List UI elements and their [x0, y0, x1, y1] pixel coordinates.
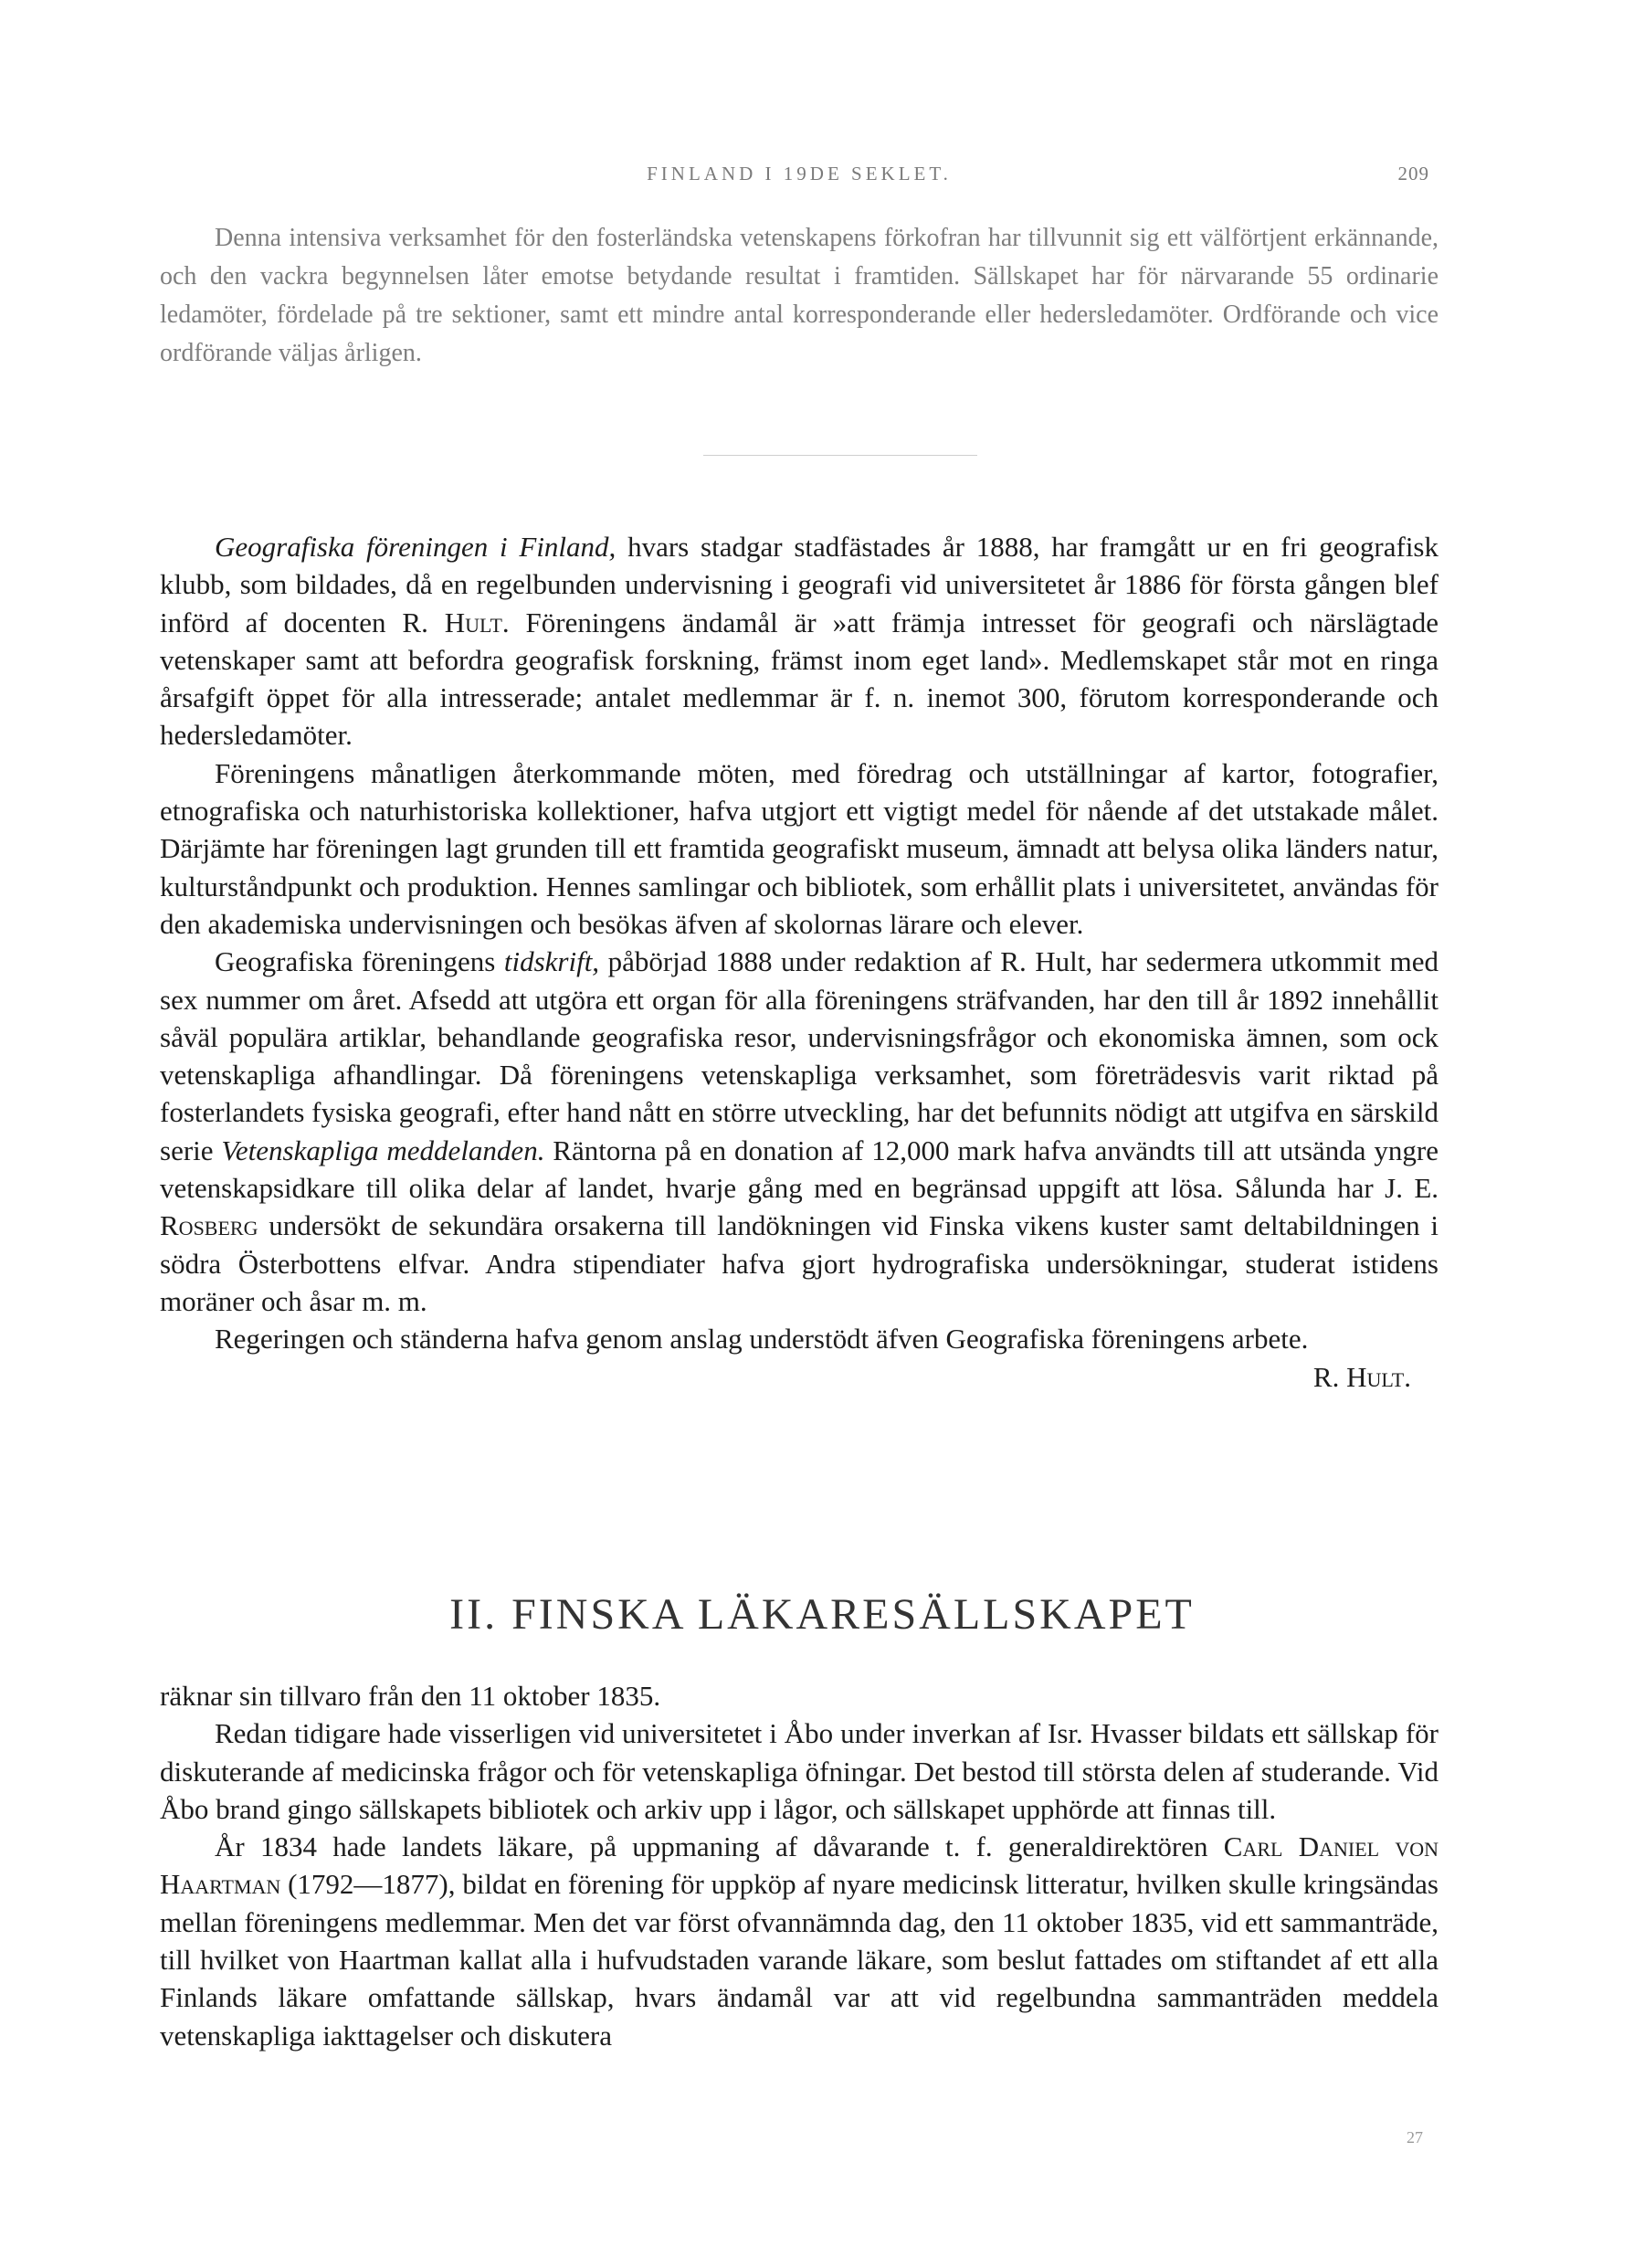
paragraph-text: År 1834 hade landets läkare, på uppmaning af dåvarande t. f. generaldirektören: [215, 1830, 1224, 1863]
person-name: Rosberg: [160, 1209, 258, 1242]
person-name: Carl Daniel von Haartman: [160, 1830, 1438, 1901]
section-divider: [703, 455, 977, 456]
paragraph-text: påbörjad 1888 under redaktion af R. Hult, har sedermera utkommit med sex nummer om året. Afsedd att utgöra ett organ för alla föreningens sträfvanden, har den till år 1892 innehållit såväl populära artiklar, behandlande geografiska resor, undervisningsfrågor och ekonomiska ämnen, som ock vetenskapliga afhandlingar. Då föreningens vetenskapliga verksamhet, som företrädesvis varit riktad på fosterlandets fysiska geografi, efter hand nått en större utveckling, har det befunnits nödigt att utgifva en särskild serie: [160, 945, 1438, 1166]
section-geografiska-foreningen: [160, 528, 1438, 1396]
paragraph: Redan tidigare hade visserligen vid universitetet i Åbo under inverkan af Isr. Hvasser bildats ett sällskap för diskuterande af medicinska frågor och för vetenskapliga öfningar. Det bestod till största delen af studerande. Vid Åbo brand gingo sällskapets bibliotek och arkiv upp i lågor, och sällskapet upphörde att finnas till.: [160, 1717, 1438, 1825]
publication-title: Vetenskapliga meddelanden.: [221, 1134, 545, 1166]
signature-name: Hult.: [1346, 1360, 1411, 1393]
paragraph: [160, 528, 1438, 754]
paragraph-text: Föreningens ändamål är »att främja intresset för geografi och närslägtade vetenskaper samt att befordra geografisk forskning, främst inom eget land». Medlemskapet står mot en ringa årsafgift öppet för alla intresserade; antalet medlemmar är f. n. inemot 300, förutom korresponderande och hedersledamöter.: [160, 606, 1438, 752]
author-signature: [160, 1358, 1438, 1396]
printer-signature-mark: 27: [1407, 2128, 1423, 2147]
signature-initial: R.: [1312, 1360, 1347, 1393]
section-finska-lakaresallskapet: [160, 1677, 1438, 2054]
paragraph: Föreningens månatligen återkommande möten, med föredrag och utställningar af kartor, fotografier, etnografiska och naturhistoriska kollektioner, hafva utgjort ett vigtigt medel för nående af det utstakade målet. Därjämte har föreningen lagt grunden till ett framtida geografiskt museum, ämnadt att belysa olika länders natur, kulturståndpunkt och produktion. Hennes samlingar och bibliotek, som erhållit plats i universitetet, användas för den akademiska undervisningen och besökas äfven af skolornas lärare och elever.: [160, 756, 1438, 940]
paragraph-text: hvars stadgar stadfästades år 1888, har framgått ur en fri geografisk klubb, som bildades, då en regelbunden undervisning i geografi vid universitetet år 1886 för första gången blef införd af docenten R.: [160, 531, 1439, 638]
section-heading: II. FINSKA LÄKARESÄLLSKAPET: [449, 1590, 1195, 1639]
paragraph: Regeringen och ständerna hafva genom anslag understödt äfven Geografiska föreningens arbete.: [215, 1323, 1309, 1356]
paragraph-text: undersökt de sekundära orsakerna till landökningen vid Finska vikens kuster samt deltabildningen i södra Österbottens elfvar. Andra stipendiater hafva gjort hydrografiska undersökningar, studerat istidens moräner och åsar m. m.: [160, 1209, 1438, 1317]
paragraph: [160, 1828, 1438, 2054]
paragraph-text: Geografiska föreningens: [215, 945, 504, 978]
publication-title: tidskrift,: [503, 945, 600, 978]
running-header: [160, 163, 1438, 190]
paragraph: [160, 943, 1438, 1320]
paragraph-text: Räntorna på en donation af 12,000 mark hafva användts till att utsända yngre vetenskapsidkare till olika delar af landet, hvarje gång med en begränsad uppgift att lösa. Sålunda har J. E.: [160, 1134, 1438, 1205]
intro-paragraph: Denna intensiva verksamhet för den fosterländska vetenskapens förkofran har tillvunnit sig ett välförtjent erkännande, och den vackra begynnelsen låter emotse betydande resultat i framtiden. Sällskapet har för närvarande 55 ordinarie ledamöter, fördelade på tre sektioner, samt ett mindre antal korresponderande eller hedersledamöter. Ordförande och vice ordförande väljas årligen.: [160, 224, 1438, 367]
person-name: Hult.: [444, 606, 510, 638]
society-name: Geografiska föreningen i Finland,: [215, 531, 616, 563]
paragraph: räknar sin tillvaro från den 11 oktober 1835.: [160, 1680, 661, 1712]
paragraph-text: (1792—1877), bildat en förening för uppköp af nyare medicinsk litteratur, hvilken skulle kringsändas mellan föreningens medlemmar. Men det var först ofvannämnda dag, den 11 oktober 1835, vid ett sammanträde, till hvilket von Haartman kallat alla i hufvudstaden varande läkare, som beslut fattades om stiftandet af ett alla Finlands läkare omfattande sällskap, hvars ändamål var att vid regelbundna sammanträden meddela vetenskapliga iakttagelser och diskutera: [160, 1868, 1438, 2052]
page-number: 209: [1397, 163, 1429, 185]
running-title: FINLAND I 19DE SEKLET.: [647, 163, 952, 185]
